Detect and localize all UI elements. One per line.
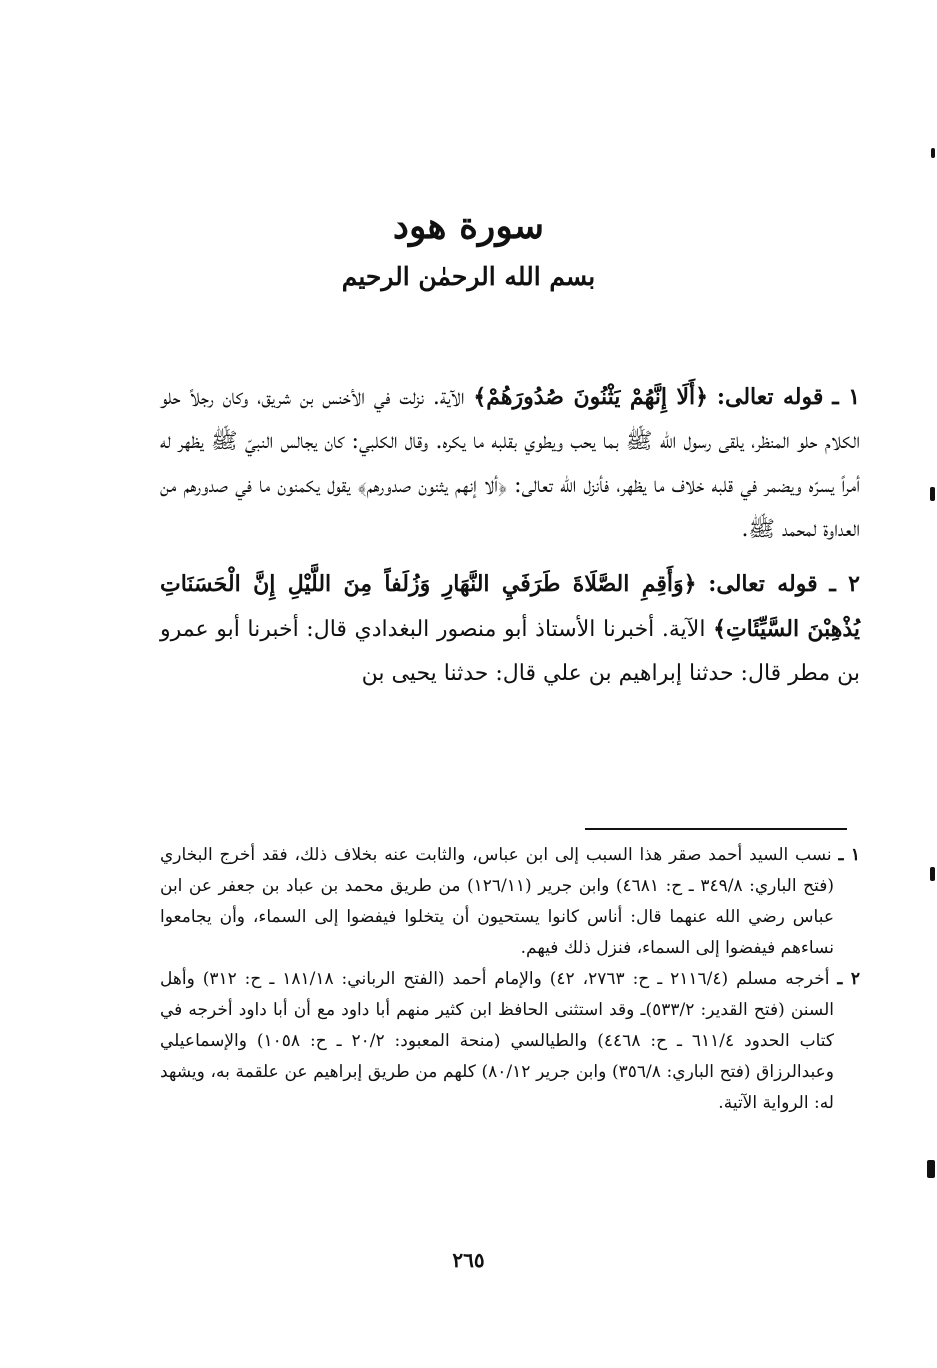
paragraph-text: الآية. أخبرنا الأستاذ أبو منصور البغدادي قال: أخبرنا أبو عمرو بن مطر قال: حدثنا إبراهيم بن علي قال: حدثنا يحيى بن — [160, 617, 860, 686]
paragraph-lead: قوله تعالى: — [708, 571, 818, 597]
paragraph-number: ١ ـ — [832, 384, 861, 410]
scan-mark — [930, 867, 935, 881]
basmala: بسم الله الرحمٰن الرحيم — [341, 262, 596, 291]
scan-mark — [930, 487, 935, 501]
quran-verse: ﴿أَلَا إِنَّهُمْ يَثْنُونَ صُدُورَهُمْ﴾ — [473, 384, 709, 410]
page-number: ٢٦٥ — [452, 1248, 485, 1272]
footnote-text: أخرجه مسلم (٢١١٦/٤ ـ ح: ٢٧٦٣، ٤٢) والإمام أحمد (الفتح الرباني: ١٨١/١٨ ـ ح: ٣١٢) وأهل السنن (فتح القدير: ٥٣٣/٢)ـ وقد استثنى الحافظ ابن كثير منهم أبا داود مع أن أبا داود أخرجه في كتاب الحدود ٦١١/٤ ـ ح: ٤٤٦٨) والطيالسي (منحة المعبود: ٢٠/٢ ـ ح: ١٠٥٨) والإسماعيلي وعبدالرزاق (فتح الباري: ٣٥٦/٨) وابن جرير ٨٠/١٢) كلهم من طريق إبراهيم عن علقمة به، ويشهد له: الرواية الآتية. — [160, 969, 834, 1113]
surah-title: سورة هود — [392, 205, 545, 247]
footnote-number: ٢ ـ — [837, 969, 860, 989]
footnote-1 — [160, 840, 860, 964]
paragraph-lead: قوله تعالى: — [716, 384, 824, 410]
footnote-separator — [585, 828, 847, 830]
quran-verse: ﴿وَأَقِمِ الصَّلَاةَ طَرَفَيِ النَّهَارِ وَزُلَفاً مِنَ اللَّيْلِ إِنَّ الْحَسَنَاتِ يُذْهِبْنَ السَّيِّئَاتِ﴾ — [160, 571, 861, 642]
footnote-2 — [160, 964, 860, 1119]
paragraph-text: الآية. نزلت في الأخنس بن شريق، وكان رجلاً حلو الكلام حلو المنظر، يلقى رسول الله ﷺ بما يحب ويطوي بقلبه ما يكره. وقال الكلبي: كان يجالس النبيّ ﷺ يظهر له أمراً يسرّه ويضمر في قلبه خلاف ما يظهر، فأنزل الله تعالى: ﴿ألا إنهم يثنون صدورهم﴾ يقول يكمنون ما في صدورهم من العداوة لمحمد ﷺ. — [160, 385, 860, 542]
scan-mark — [931, 148, 935, 158]
main-text — [160, 375, 860, 696]
footnote-number: ١ ـ — [838, 845, 860, 865]
paragraph-2 — [160, 562, 860, 696]
paragraph-1 — [160, 375, 860, 552]
paragraph-number: ٢ ـ — [829, 571, 860, 597]
scan-mark — [927, 1160, 935, 1178]
footnote-text: نسب السيد أحمد صقر هذا السبب إلى ابن عباس، والثابت عنه بخلاف ذلك، فقد أخرج البخاري (فتح الباري: ٣٤٩/٨ ـ ح: ٤٦٨١) وابن جرير (١٢٦/١١) من طريق محمد بن عباد بن جعفر عن ابن عباس رضي الله عنهما قال: أناس كانوا يستحيون أن يتخلوا فيفضوا إلى السماء، وأن يجامعوا نساءهم فيفضوا إلى السماء، فنزل ذلك فيهم. — [160, 845, 834, 958]
footnotes — [160, 840, 860, 1119]
